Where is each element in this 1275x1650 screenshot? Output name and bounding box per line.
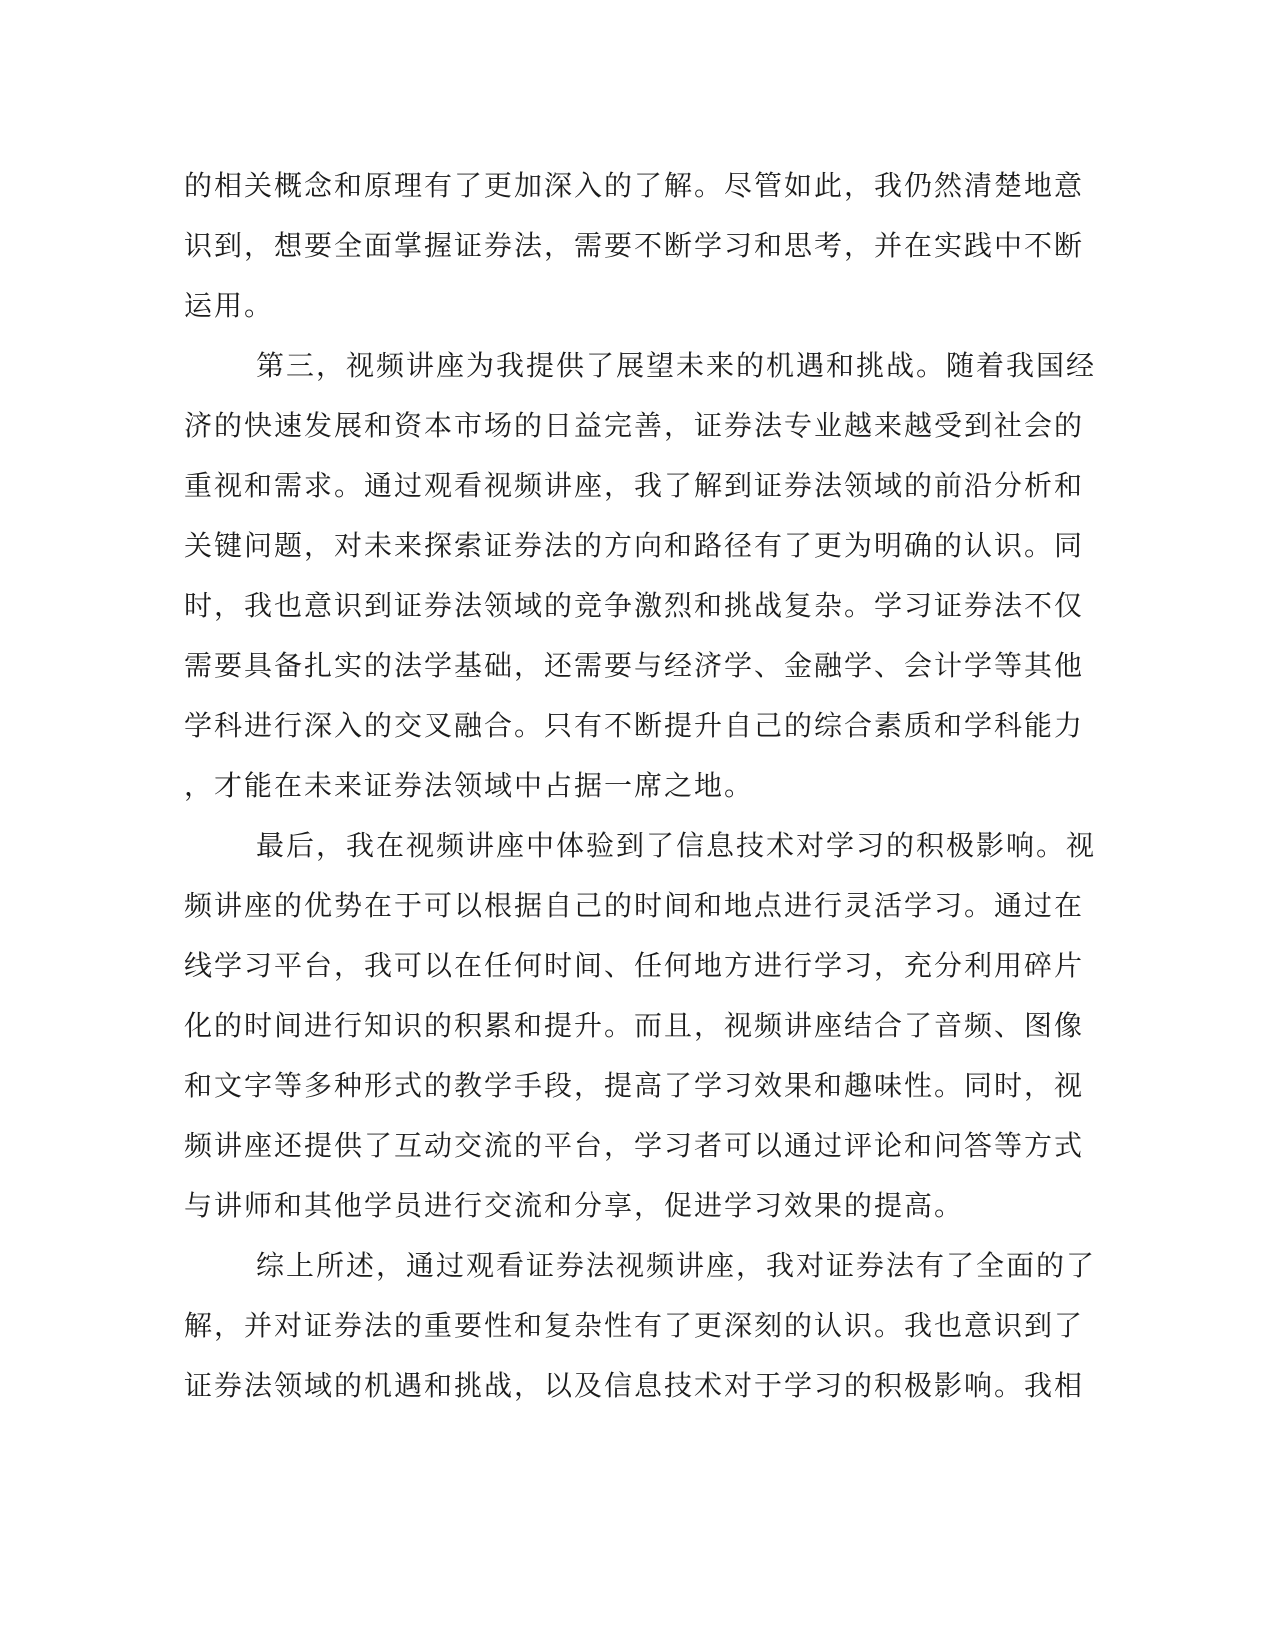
paragraph-start-line: 第三，视频讲座为我提供了展望未来的机遇和挑战。随着我国经 xyxy=(256,349,1097,382)
body-text xyxy=(184,156,1097,1416)
paragraph-start-line: 综上所述，通过观看证券法视频讲座，我对证券法有了全面的了 xyxy=(256,1249,1097,1282)
text-line: 证券法领域的机遇和挑战，以及信息技术对于学习的积极影响。我相 xyxy=(184,1369,1085,1402)
text-line: 和文字等多种形式的教学手段，提高了学习效果和趣味性。同时，视 xyxy=(184,1069,1085,1102)
text-line: 重视和需求。通过观看视频讲座，我了解到证券法领域的前沿分析和 xyxy=(184,469,1085,502)
text-line: ，才能在未来证券法领域中占据一席之地。 xyxy=(184,769,755,802)
text-line: 识到，想要全面掌握证券法，需要不断学习和思考，并在实践中不断 xyxy=(184,229,1085,262)
text-line: 需要具备扎实的法学基础，还需要与经济学、金融学、会计学等其他 xyxy=(184,649,1085,682)
text-line: 学科进行深入的交叉融合。只有不断提升自己的综合素质和学科能力 xyxy=(184,709,1085,742)
paragraph-start-line: 最后，我在视频讲座中体验到了信息技术对学习的积极影响。视 xyxy=(256,829,1097,862)
text-line: 关键问题，对未来探索证券法的方向和路径有了更为明确的认识。同 xyxy=(184,529,1085,562)
text-line: 济的快速发展和资本市场的日益完善，证券法专业越来越受到社会的 xyxy=(184,409,1085,442)
text-line: 化的时间进行知识的积累和提升。而且，视频讲座结合了音频、图像 xyxy=(184,1009,1085,1042)
text-line: 频讲座还提供了互动交流的平台，学习者可以通过评论和问答等方式 xyxy=(184,1129,1085,1162)
text-line: 线学习平台，我可以在任何时间、任何地方进行学习，充分利用碎片 xyxy=(184,949,1085,982)
text-line: 解，并对证券法的重要性和复杂性有了更深刻的认识。我也意识到了 xyxy=(184,1309,1085,1342)
text-line: 频讲座的优势在于可以根据自己的时间和地点进行灵活学习。通过在 xyxy=(184,889,1085,922)
text-line: 的相关概念和原理有了更加深入的了解。尽管如此，我仍然清楚地意 xyxy=(184,169,1085,202)
text-line: 运用。 xyxy=(184,289,275,322)
text-line: 与讲师和其他学员进行交流和分享，促进学习效果的提高。 xyxy=(184,1189,965,1222)
text-line: 时，我也意识到证券法领域的竞争激烈和挑战复杂。学习证券法不仅 xyxy=(184,589,1085,622)
